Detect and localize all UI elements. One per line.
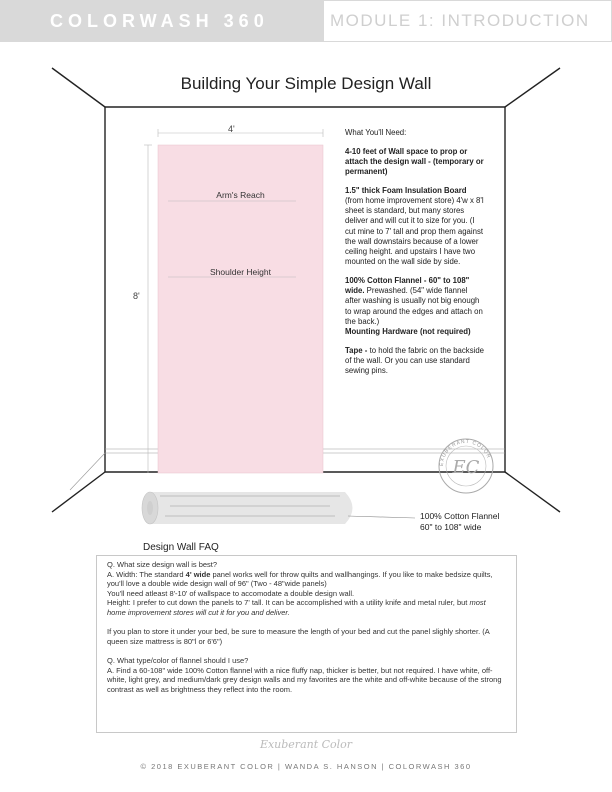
flannel-caption-line2: 60" to 108" wide <box>420 522 482 532</box>
needs-foam-text: (from home improvement store) 4'w x 8'l sheet is standard, but many stores deliver and will cut it to size for you. (I cut mine to 7' tall and prop them against the wall downstairs because of a lower ceiling height. and upstairs I have two mounted on the wall side by side. <box>345 196 484 267</box>
seal-initials: EC <box>452 457 480 478</box>
needs-flannel-text: Prewashed. (54" wide flannel after washing is usually not big enough to wrap around the edges and attach on the back.) <box>345 286 483 326</box>
faq-box <box>96 555 517 733</box>
needs-flannel-title: 100% Cotton Flannel - 60" to 108" wide. <box>345 275 470 296</box>
needs-foam-title: 1.5" thick Foam Insulation Board <box>345 185 467 195</box>
flannel-roll-illustration <box>142 492 415 524</box>
needs-list <box>345 128 485 385</box>
seal-text: EXUBERANT COLOR <box>438 438 492 467</box>
footer: © 2018 EXUBERANT COLOR | WANDA S. HANSON | COLORWASH 360 <box>140 762 472 771</box>
arms-reach-label: Arm's Reach <box>216 190 265 200</box>
width-label: 4' <box>228 124 235 134</box>
faq-a1-height: Height: I prefer to cut down the panels to 7' tall. It can be accomplished with a utility knife and metal ruler, but most home improvement stores will cut it for you and deliver. <box>107 598 486 617</box>
height-label: 8' <box>133 291 140 301</box>
ceiling-right-edge <box>505 68 560 107</box>
faq-q2: Q. What type/color of flannel should I use? <box>107 655 249 665</box>
faq-title: Design Wall FAQ <box>143 542 219 553</box>
needs-wall-space: 4-10 feet of Wall space to prop or attach the design wall - (temporary or permanent) <box>345 146 484 177</box>
faq-storage: If you plan to store it under your bed, be sure to measure the length of your bed and cut the panel slighly shorter. (A queen size mattress is 80"l or 6'6") <box>107 627 490 646</box>
faq-a1-wallspace: You'll need atleast 8'-10' of wallspace to accomodate a double design wall. <box>107 588 355 598</box>
flannel-caption <box>420 511 499 533</box>
exuberant-color-seal <box>439 439 493 493</box>
page-title: Building Your Simple Design Wall <box>180 74 432 93</box>
faq-a2: A. Find a 60-108" wide 100% Cotton flannel with a nice fluffy nap, thicker is better, but not required. I have white, off-white, light grey, and medium/dark grey design walls and my favorites are the white and off-white because of the strong contrast as well as brightness they reflect into the room. <box>107 665 502 694</box>
faq-q1: Q. What size design wall is best? <box>107 560 218 569</box>
needs-tape-title: Tape - <box>345 345 368 355</box>
faq-a1: A. Width: The standard 4' wide panel works well for throw quilts and wallhangings. If you like to make bedsize quilts, you'll love a double wide design wall of 96" (Two - 48"wide panels) <box>107 569 493 589</box>
flannel-caption-line1: 100% Cotton Flannel <box>420 511 500 521</box>
ceiling-left-edge <box>52 68 105 107</box>
floor-right-edge <box>505 472 560 512</box>
needs-mounting: Mounting Hardware (not required) <box>345 326 471 336</box>
floor-left-edge <box>52 472 105 512</box>
needs-tape-text: to hold the fabric on the backside of the wall. Or you can use standard sewing pins. <box>345 345 484 376</box>
signature: Exuberant Color <box>259 738 353 751</box>
needs-heading: What You'll Need: <box>345 128 407 137</box>
brand-header: COLORWASH 360 <box>0 0 323 42</box>
shoulder-height-label: Shoulder Height <box>210 267 271 277</box>
module-header: MODULE 1: INTRODUCTION <box>323 0 612 42</box>
